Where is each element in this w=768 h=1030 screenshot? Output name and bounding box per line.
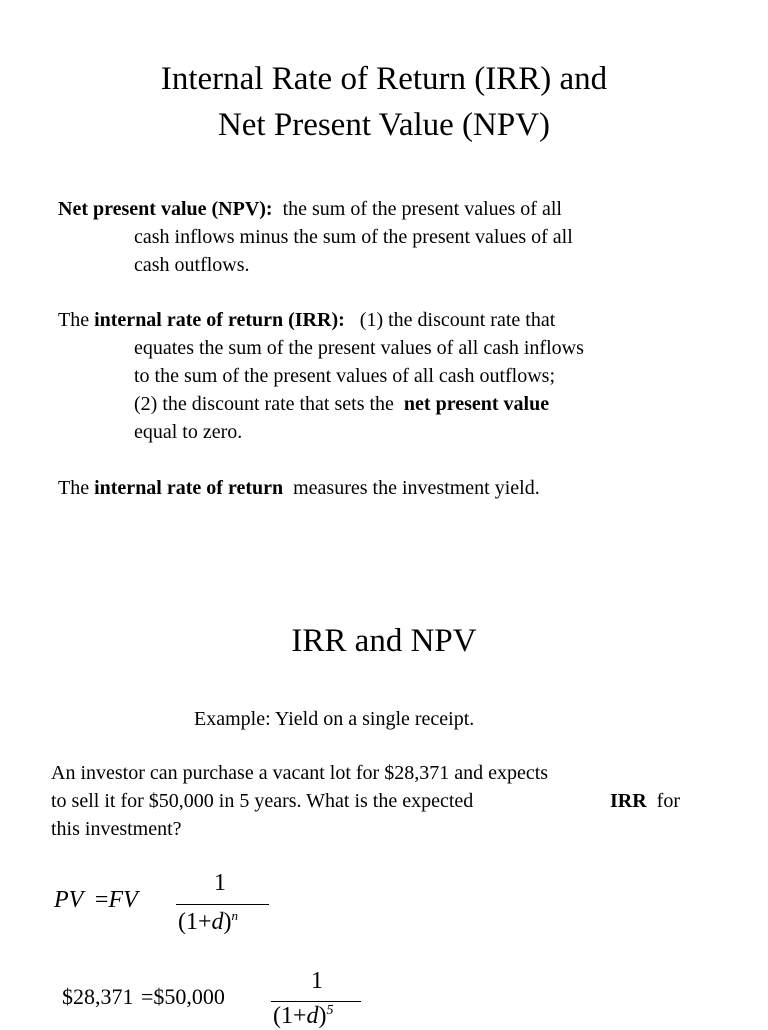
question-line1: An investor can purchase a vacant lot for $28,371 and expects <box>51 762 549 784</box>
irr-definition <box>58 306 584 446</box>
irr-def-line3: to the sum of the present values of all cash outflows; <box>134 365 556 387</box>
npv-def-line3: cash outflows. <box>134 254 250 276</box>
irr-def-line4a: (2) the discount rate that sets the <box>134 393 394 415</box>
formula1-fraction-bar <box>176 904 269 905</box>
formula2-den-var: d <box>306 1003 319 1029</box>
formula2-exponent: 5 <box>326 1003 334 1018</box>
example-line: Example: Yield on a single receipt. <box>194 708 475 730</box>
irr-term: internal rate of return (IRR): <box>94 309 345 331</box>
slide1-title-line2: Net Present Value (NPV) <box>217 107 551 143</box>
irr-def-line2: equates the sum of the present values of all cash inflows <box>134 337 584 359</box>
formula1-numerator: 1 <box>214 870 226 896</box>
measures-rest: measures the investment yield. <box>293 477 540 499</box>
slide2-title: IRR and NPV <box>291 623 477 659</box>
slide1-title-line1: Internal Rate of Return (IRR) and <box>160 61 608 97</box>
formula1-lhs-group <box>54 887 138 914</box>
formula2-den-close: ) <box>318 1003 327 1029</box>
formula1-denominator <box>178 908 238 936</box>
measures-term: internal rate of return <box>94 477 284 499</box>
formula2-den-open: (1 <box>273 1003 293 1029</box>
npv-def-line2: cash inflows minus the sum of the present values of all <box>134 226 573 248</box>
formula1-den-var: d <box>211 909 224 935</box>
formula1-exponent: n <box>231 908 239 923</box>
formula1-den-close: ) <box>223 909 232 935</box>
formula2-lhs-group <box>62 984 225 1010</box>
formula2-rhs: $50,000 <box>153 984 225 1009</box>
npv-term: Net present value (NPV): <box>58 198 273 220</box>
irr-def-line4b: net present value <box>403 393 550 415</box>
formula2-lhs: $28,371 <box>62 984 134 1009</box>
formula2-denominator <box>273 1003 334 1030</box>
formula2-numerator: 1 <box>311 968 323 994</box>
question-irr: IRR <box>610 790 647 812</box>
formula2-den-plus: + <box>293 1003 307 1029</box>
npv-def-line1: the sum of the present values of all <box>282 198 562 220</box>
irr-def-line1: (1) the discount rate that <box>359 309 556 331</box>
formula1-den-open: (1 <box>178 909 198 935</box>
irr-def-line5: equal to zero. <box>134 421 243 443</box>
question-line2: to sell it for $50,000 in 5 years. What is the expected <box>51 790 474 812</box>
question-line3: this investment? <box>51 818 182 840</box>
question-for: for <box>656 790 680 812</box>
irr-measures <box>58 474 540 502</box>
measures-the: The <box>58 477 90 499</box>
formula1-equals: = <box>94 887 109 913</box>
question-irr-group <box>610 787 680 815</box>
formula1-fv: FV <box>108 887 138 913</box>
irr-the: The <box>58 309 90 331</box>
formula2-equals: = <box>141 984 154 1009</box>
formula1-den-plus: + <box>198 909 212 935</box>
npv-definition <box>58 195 573 279</box>
formula1-pv: PV <box>54 887 83 913</box>
